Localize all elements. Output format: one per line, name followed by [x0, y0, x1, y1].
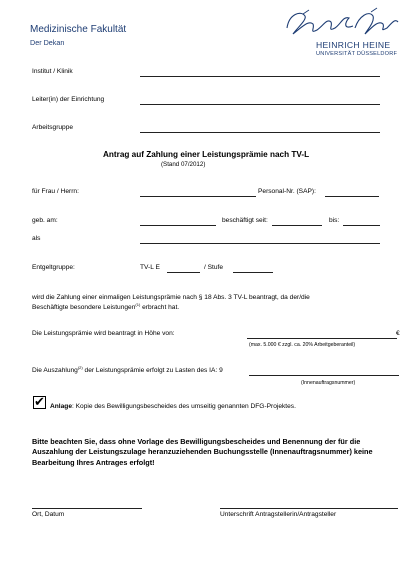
payout-label-b: der Leistungsprämie erfolgt zu Lasten des IA: 9	[82, 367, 223, 374]
amount-label: Die Leistungsprämie wird beantragt in Höhe von:	[32, 330, 175, 337]
attachment-label: Anlage	[50, 403, 72, 410]
attachment-description: : Kopie des Bewilligungsbescheides des umseitig genannten DFG-Projektes.	[71, 403, 296, 410]
order-number-line[interactable]	[249, 375, 399, 376]
employed-since-label: beschäftigt seit:	[222, 217, 268, 224]
amount-note: (max. 5.000 € zzgl. ca. 20% Arbeitgeberanteil)	[249, 342, 356, 348]
tvl-label: TV-L E	[140, 264, 160, 271]
dean-label: Der Dekan	[30, 38, 65, 47]
form-title: Antrag auf Zahlung einer Leistungsprämie nach TV-L	[103, 150, 310, 159]
processing-notice: Bitte beachten Sie, dass ohne Vorlage des Bewilligungsbescheides und Benennung der für die Auszahlung der Leistungszulage heranzuziehenden Buchungsstelle (Innenauftragsnummer) keine Bearbeitung Ihres Antrages erfolgt!	[32, 437, 373, 467]
place-date-line[interactable]	[32, 508, 142, 509]
field-label-institute: Institut / Klinik	[32, 68, 73, 75]
footnote-ref-2: (2)	[77, 365, 83, 370]
name-line[interactable]	[140, 196, 256, 197]
reason-paragraph	[32, 293, 392, 313]
pay-grade-label: Entgeltgruppe:	[32, 264, 75, 271]
check-icon: ✔	[34, 395, 45, 410]
person-label: für Frau / Herrn:	[32, 188, 79, 195]
pay-grade-line[interactable]	[167, 272, 200, 273]
birthdate-line[interactable]	[140, 225, 216, 226]
field-label-head: Leiter(in) der Einrichtung	[32, 96, 105, 103]
field-label-workgroup: Arbeitsgruppe	[32, 124, 74, 131]
university-logo-signature	[283, 6, 401, 40]
until-label: bis:	[329, 217, 340, 224]
footnote-ref-1: (1)	[135, 301, 141, 307]
field-line-head[interactable]	[140, 104, 380, 105]
employed-since-line[interactable]	[272, 225, 322, 226]
level-label: / Stufe	[204, 264, 224, 271]
position-label: als	[32, 235, 41, 242]
until-line[interactable]	[343, 225, 380, 226]
faculty-name: Medizinische Fakultät	[30, 24, 127, 35]
level-line[interactable]	[233, 272, 273, 273]
university-subname: UNIVERSITÄT DÜSSELDORF	[316, 51, 398, 57]
amount-currency: €	[396, 330, 400, 337]
attachment-checkbox[interactable]	[33, 396, 46, 409]
order-number-note: (Innenauftragsnummer)	[301, 380, 356, 386]
reason-line-2b: erbracht hat.	[140, 303, 180, 311]
field-line-institute[interactable]	[140, 76, 380, 77]
position-line[interactable]	[140, 243, 380, 244]
personal-nr-line[interactable]	[325, 196, 379, 197]
place-date-label: Ort, Datum	[32, 511, 65, 518]
signature-line[interactable]	[220, 508, 398, 509]
form-subtitle: (Stand 07/2012)	[161, 161, 206, 168]
attachment-text	[50, 403, 296, 410]
reason-line-2a: Beschäftigte besondere Leistungen	[32, 303, 136, 311]
payout-label-a: Die Auszahlung	[32, 367, 78, 374]
payout-label	[32, 367, 223, 374]
birthdate-label: geb. am:	[32, 217, 58, 224]
amount-line[interactable]	[247, 338, 397, 339]
university-name: HEINRICH HEINE	[316, 40, 391, 50]
personal-nr-label: Personal-Nr. (SAP):	[258, 188, 316, 195]
reason-line-1: wird die Zahlung einer einmaligen Leistungsprämie nach § 18 Abs. 3 TV-L beantragt, da der/die	[32, 294, 310, 301]
field-line-workgroup[interactable]	[140, 132, 380, 133]
signature-label: Unterschrift Antragstellerin/Antragsteller	[220, 511, 337, 518]
